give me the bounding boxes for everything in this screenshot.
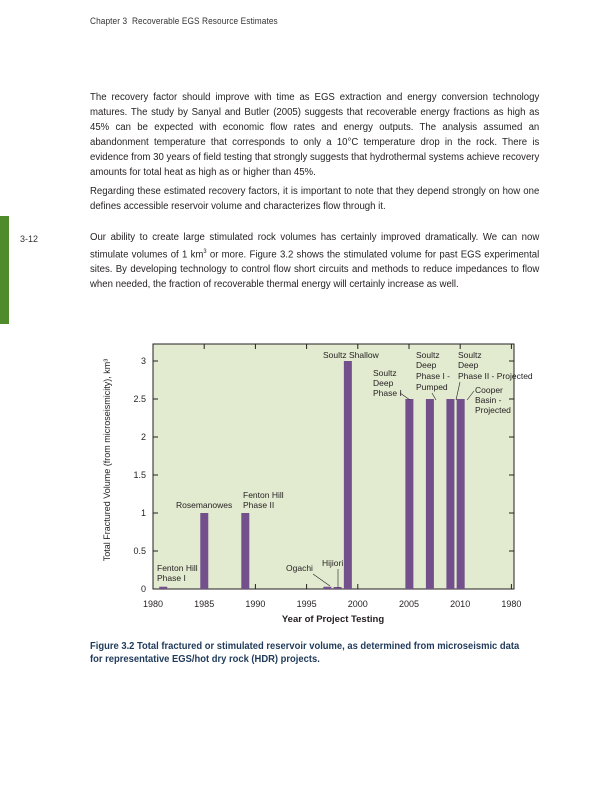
svg-text:Soultz Shallow: Soultz Shallow — [323, 350, 379, 360]
page-number: 3-12 — [20, 234, 39, 244]
bar-2 — [241, 513, 249, 589]
svg-text:Phase I -: Phase I - — [416, 371, 451, 381]
y-tick-label: 3 — [140, 356, 146, 366]
x-tick-label: 2010 — [450, 599, 471, 609]
paragraph-stimulated-volumes: Our ability to create large stimulated rock volumes has certainly improved dramatically. We can now stimulate volumes of 1 $km^3$ or more. Figure 3.2 shows the stimulated volume for past EGS experimental sites. By developing technology to control flow short circuits and methods to reduce impedances to flow when needed, the fraction of recoverable thermal energy will certainly increase as well. — [90, 232, 540, 291]
x-tick-label: 1980 — [142, 599, 164, 609]
x-axis-title: Year of Project Testing — [281, 614, 385, 625]
y-axis-title: Total Fractured Volume (from microseismicity), km³ — [102, 358, 112, 562]
figure-3-2-chart — [95, 335, 545, 635]
svg-text:Pumped: Pumped — [416, 382, 448, 392]
svg-text:Phase I: Phase I — [373, 388, 402, 398]
y-tick-label: 2.5 — [133, 394, 146, 404]
svg-text:Basin -: Basin - — [475, 395, 502, 405]
bar-8 — [446, 399, 454, 589]
x-tick-label: 1980 — [501, 599, 522, 609]
bar-7 — [426, 399, 434, 589]
svg-text:Soultz: Soultz — [458, 350, 482, 360]
svg-text:Phase I: Phase I — [157, 573, 186, 583]
paragraph-recovery-factor: The recovery factor should improve with time as EGS extraction and energy conversion technology matures. The study by Sanyal and Butler (2005) suggests that recoverable energy fractions as high as 45% can be expected with economic flow rates and energy outputs. The analysis assumed an abandonment temperature that corresponds to only a 10°C temperature drop in the rock. There is evidence from 30 years of field testing that strongly suggests that hydrothermal systems achieve recovery amounts for total heat as high as or higher than 45%. — [90, 92, 540, 178]
svg-text:Ogachi: Ogachi — [286, 563, 313, 573]
chapter-label: Chapter 3 — [90, 16, 128, 26]
svg-text:Phase II: Phase II — [243, 500, 275, 510]
svg-text:Rosemanowes: Rosemanowes — [176, 500, 233, 510]
svg-text:Projected: Projected — [475, 405, 511, 415]
svg-text:Deep: Deep — [458, 360, 479, 370]
bar-5 — [344, 361, 352, 589]
x-tick-label: 1985 — [194, 599, 215, 609]
running-header — [90, 16, 278, 26]
svg-text:Hijiori: Hijiori — [322, 558, 344, 568]
x-tick-label: 2005 — [398, 599, 420, 609]
y-tick-label: 2 — [140, 432, 146, 442]
svg-text:Soultz: Soultz — [373, 368, 397, 378]
svg-text:Deep: Deep — [373, 378, 394, 388]
chapter-tab-bar — [0, 216, 9, 324]
x-tick-label: 1990 — [245, 599, 266, 609]
chapter-title: Recoverable EGS Resource Estimates — [131, 16, 278, 26]
svg-text:Fenton Hill: Fenton Hill — [243, 490, 284, 500]
svg-text:Soultz: Soultz — [416, 350, 440, 360]
paragraph-recovery-estimates: Regarding these estimated recovery factors, it is important to note that they depend strongly on how one defines accessible reservoir volume and characterizes flow through it. — [90, 186, 540, 212]
x-tick-label: 2000 — [347, 599, 368, 609]
bar-3 — [323, 587, 331, 589]
svg-text:Phase II - Projected: Phase II - Projected — [458, 371, 533, 381]
bar-4 — [334, 587, 342, 589]
bar-9 — [457, 399, 465, 589]
y-tick-label: 1 — [140, 508, 146, 518]
y-tick-label: 0 — [140, 584, 146, 594]
bar-0 — [159, 587, 167, 589]
svg-text:Deep: Deep — [416, 360, 437, 370]
svg-text:Cooper: Cooper — [475, 385, 503, 395]
bar-1 — [200, 513, 208, 589]
y-tick-label: 0.5 — [133, 546, 146, 556]
figure-caption: Figure 3.2 Total fractured or stimulated reservoir volume, as determined from microseismic data for representative EGS/hot dry rock (HDR) projects. — [90, 641, 520, 665]
x-tick-label: 1995 — [296, 599, 317, 609]
y-tick-label: 1.5 — [133, 470, 146, 480]
bar-6 — [405, 399, 413, 589]
svg-text:Fenton Hill: Fenton Hill — [157, 563, 198, 573]
